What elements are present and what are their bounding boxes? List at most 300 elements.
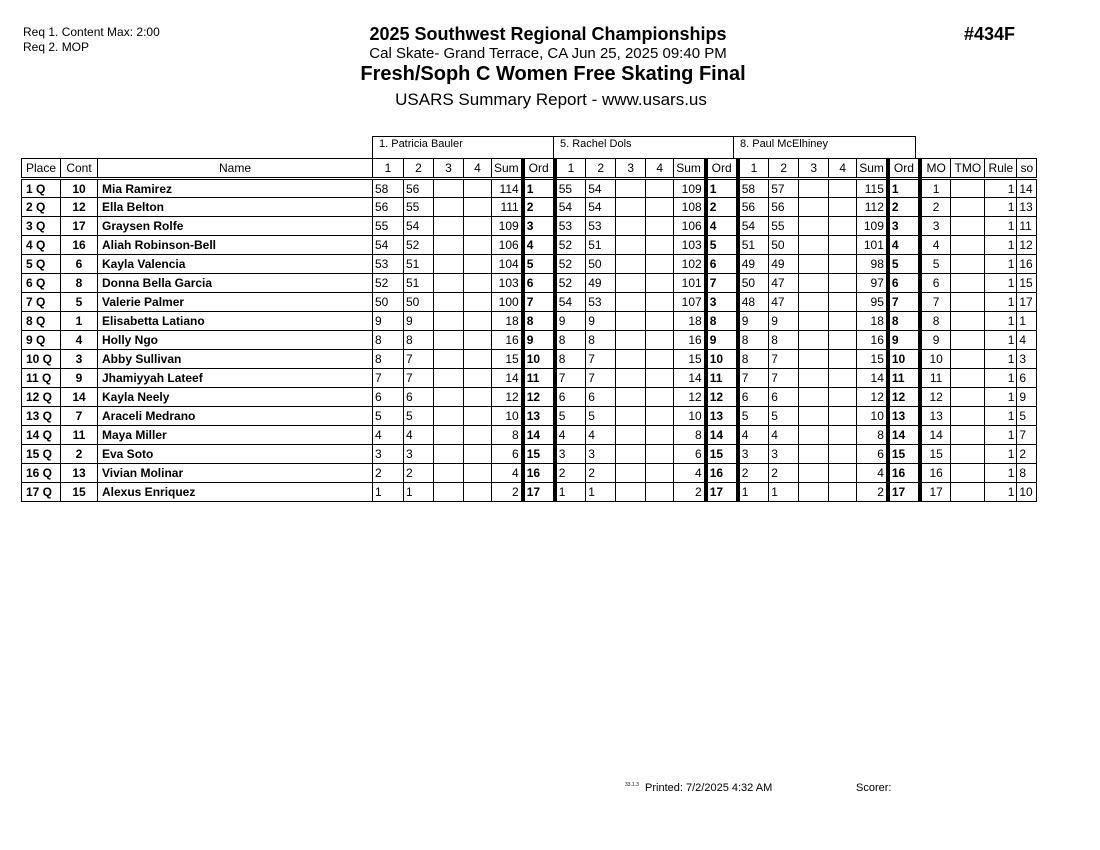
ordinal-cell: 11	[523, 369, 555, 388]
contestant-number: 12	[61, 198, 98, 217]
score-cell	[464, 293, 492, 312]
score-cell: 7	[586, 369, 616, 388]
score-cell: 2	[769, 464, 799, 483]
mo-cell: 8	[920, 312, 951, 331]
sum-cell: 18	[857, 312, 888, 331]
sum-cell: 98	[857, 255, 888, 274]
contestant-number: 16	[61, 236, 98, 255]
sum-cell: 14	[857, 369, 888, 388]
score-cell: 54	[586, 179, 616, 198]
score-cell: 53	[586, 217, 616, 236]
score-cell	[799, 312, 829, 331]
score-cell: 5	[555, 407, 586, 426]
so-cell: 1	[1017, 312, 1037, 331]
so-cell: 16	[1017, 255, 1037, 274]
skater-name: Alexus Enriquez	[98, 483, 373, 502]
sum-cell: 108	[674, 198, 706, 217]
contestant-number: 3	[61, 350, 98, 369]
venue-datetime: Cal Skate- Grand Terrace, CA Jun 25, 2025 09:40 PM	[369, 45, 727, 62]
col-judge2-2: 2	[586, 159, 616, 179]
skater-name: Donna Bella Garcia	[98, 274, 373, 293]
ordinal-cell: 2	[523, 198, 555, 217]
rule-cell: 1	[985, 483, 1017, 502]
score-cell	[434, 350, 464, 369]
requirement-1: Req 1. Content Max: 2:00	[23, 25, 160, 39]
so-cell: 12	[1017, 236, 1037, 255]
score-cell	[829, 369, 857, 388]
sum-cell: 106	[674, 217, 706, 236]
place-cell: 8 Q	[22, 312, 61, 331]
score-cell: 8	[586, 331, 616, 350]
contestant-number: 7	[61, 407, 98, 426]
tmo-cell	[951, 426, 985, 445]
score-cell	[464, 426, 492, 445]
contestant-number: 6	[61, 255, 98, 274]
ordinal-cell: 15	[888, 445, 920, 464]
sum-cell: 16	[857, 331, 888, 350]
score-cell	[464, 255, 492, 274]
place-cell: 14 Q	[22, 426, 61, 445]
tmo-cell	[951, 331, 985, 350]
sum-cell: 12	[674, 388, 706, 407]
skater-name: Abby Sullivan	[98, 350, 373, 369]
sum-cell: 109	[492, 217, 523, 236]
score-cell: 9	[738, 312, 769, 331]
ordinal-cell: 5	[706, 236, 738, 255]
table-row	[22, 255, 1037, 274]
score-cell: 54	[586, 198, 616, 217]
ordinal-cell: 8	[888, 312, 920, 331]
score-cell: 9	[404, 312, 434, 331]
sum-cell: 18	[492, 312, 523, 331]
score-cell	[646, 464, 674, 483]
table-row	[22, 407, 1037, 426]
ordinal-cell: 1	[888, 179, 920, 198]
score-cell	[616, 350, 646, 369]
score-cell	[616, 483, 646, 502]
place-cell: 13 Q	[22, 407, 61, 426]
score-cell: 1	[769, 483, 799, 502]
tmo-cell	[951, 217, 985, 236]
tmo-cell	[951, 350, 985, 369]
score-cell	[434, 483, 464, 502]
score-cell	[464, 388, 492, 407]
score-cell	[799, 255, 829, 274]
col-name: Name	[98, 159, 373, 179]
so-cell: 2	[1017, 445, 1037, 464]
score-cell	[799, 198, 829, 217]
sum-cell: 8	[492, 426, 523, 445]
mo-cell: 17	[920, 483, 951, 502]
place-cell: 2 Q	[22, 198, 61, 217]
score-cell: 53	[586, 293, 616, 312]
score-cell: 3	[555, 445, 586, 464]
sum-cell: 100	[492, 293, 523, 312]
score-cell	[646, 369, 674, 388]
ordinal-cell: 2	[888, 198, 920, 217]
score-cell: 4	[404, 426, 434, 445]
tmo-cell	[951, 407, 985, 426]
contestant-number: 15	[61, 483, 98, 502]
score-cell	[616, 255, 646, 274]
score-cell	[799, 236, 829, 255]
tmo-cell	[951, 312, 985, 331]
score-cell	[829, 217, 857, 236]
sum-cell: 8	[857, 426, 888, 445]
score-cell: 8	[738, 331, 769, 350]
score-cell: 51	[586, 236, 616, 255]
score-cell	[616, 445, 646, 464]
tmo-cell	[951, 293, 985, 312]
sum-cell: 10	[492, 407, 523, 426]
contestant-number: 5	[61, 293, 98, 312]
score-cell	[434, 331, 464, 350]
col-mo: MO	[920, 159, 951, 179]
tmo-cell	[951, 236, 985, 255]
place-cell: 11 Q	[22, 369, 61, 388]
score-cell	[616, 426, 646, 445]
score-cell	[464, 407, 492, 426]
ordinal-cell: 14	[706, 426, 738, 445]
mo-cell: 7	[920, 293, 951, 312]
score-cell	[829, 426, 857, 445]
place-cell: 3 Q	[22, 217, 61, 236]
ordinal-cell: 16	[706, 464, 738, 483]
skater-name: Valerie Palmer	[98, 293, 373, 312]
ordinal-cell: 9	[706, 331, 738, 350]
table-row	[22, 236, 1037, 255]
sum-cell: 18	[674, 312, 706, 331]
score-cell	[829, 331, 857, 350]
score-cell	[799, 350, 829, 369]
sum-cell: 114	[492, 179, 523, 198]
contestant-number: 10	[61, 179, 98, 198]
score-cell: 1	[404, 483, 434, 502]
score-cell: 52	[555, 255, 586, 274]
skater-name: Mia Ramirez	[98, 179, 373, 198]
score-cell	[829, 179, 857, 198]
sum-cell: 16	[674, 331, 706, 350]
sum-cell: 10	[674, 407, 706, 426]
place-cell: 15 Q	[22, 445, 61, 464]
col-judge2-4: 4	[646, 159, 674, 179]
score-cell: 55	[373, 217, 404, 236]
rule-cell: 1	[985, 331, 1017, 350]
score-cell: 55	[555, 179, 586, 198]
score-cell	[464, 274, 492, 293]
sum-cell: 15	[857, 350, 888, 369]
score-cell: 4	[769, 426, 799, 445]
score-cell	[829, 445, 857, 464]
rule-cell: 1	[985, 426, 1017, 445]
score-cell: 6	[373, 388, 404, 407]
score-cell: 8	[738, 350, 769, 369]
score-cell: 7	[586, 350, 616, 369]
so-cell: 4	[1017, 331, 1037, 350]
sum-cell: 6	[492, 445, 523, 464]
sum-cell: 12	[492, 388, 523, 407]
score-cell	[434, 464, 464, 483]
ordinal-cell: 6	[888, 274, 920, 293]
skater-name: Eva Soto	[98, 445, 373, 464]
score-cell: 5	[586, 407, 616, 426]
place-cell: 1 Q	[22, 179, 61, 198]
score-cell: 8	[555, 331, 586, 350]
contestant-number: 1	[61, 312, 98, 331]
so-cell: 8	[1017, 464, 1037, 483]
contestant-number: 17	[61, 217, 98, 236]
sum-cell: 109	[674, 179, 706, 198]
ordinal-cell: 2	[706, 198, 738, 217]
judge-header-1: 1. Patricia Bauler	[372, 136, 554, 158]
mo-cell: 4	[920, 236, 951, 255]
ordinal-cell: 3	[523, 217, 555, 236]
ordinal-cell: 12	[888, 388, 920, 407]
rule-cell: 1	[985, 464, 1017, 483]
skater-name: Aliah Robinson-Bell	[98, 236, 373, 255]
sum-cell: 102	[674, 255, 706, 274]
footer-printed	[625, 782, 772, 794]
ordinal-cell: 12	[706, 388, 738, 407]
score-cell: 9	[769, 312, 799, 331]
score-cell	[646, 445, 674, 464]
score-cell: 53	[373, 255, 404, 274]
mo-cell: 2	[920, 198, 951, 217]
rule-cell: 1	[985, 350, 1017, 369]
so-cell: 10	[1017, 483, 1037, 502]
score-cell: 56	[373, 198, 404, 217]
table-row	[22, 293, 1037, 312]
ordinal-cell: 13	[888, 407, 920, 426]
score-cell: 5	[738, 407, 769, 426]
score-cell	[829, 312, 857, 331]
score-cell	[646, 274, 674, 293]
sum-cell: 15	[492, 350, 523, 369]
score-cell	[616, 312, 646, 331]
sum-cell: 2	[674, 483, 706, 502]
score-cell: 7	[373, 369, 404, 388]
ordinal-cell: 8	[523, 312, 555, 331]
header-row	[22, 159, 1037, 179]
results-body	[22, 179, 1037, 502]
judge-header-2: 5. Rachel Dols	[553, 136, 734, 158]
score-cell	[829, 198, 857, 217]
ordinal-cell: 15	[523, 445, 555, 464]
rule-cell: 1	[985, 217, 1017, 236]
contestant-number: 2	[61, 445, 98, 464]
contestant-number: 11	[61, 426, 98, 445]
col-cont: Cont	[61, 159, 98, 179]
score-cell: 58	[738, 179, 769, 198]
score-cell: 3	[738, 445, 769, 464]
tmo-cell	[951, 274, 985, 293]
score-cell: 2	[404, 464, 434, 483]
ordinal-cell: 6	[706, 255, 738, 274]
score-cell	[616, 198, 646, 217]
score-cell: 56	[769, 198, 799, 217]
ordinal-cell: 11	[888, 369, 920, 388]
rule-cell: 1	[985, 369, 1017, 388]
score-cell	[829, 293, 857, 312]
score-cell	[829, 483, 857, 502]
so-cell: 9	[1017, 388, 1037, 407]
place-cell: 6 Q	[22, 274, 61, 293]
score-cell: 57	[769, 179, 799, 198]
so-cell: 3	[1017, 350, 1037, 369]
skater-name: Vivian Molinar	[98, 464, 373, 483]
score-cell: 3	[373, 445, 404, 464]
score-cell	[464, 217, 492, 236]
score-cell	[434, 274, 464, 293]
sum-cell: 109	[857, 217, 888, 236]
score-cell	[646, 426, 674, 445]
sum-cell: 115	[857, 179, 888, 198]
score-cell	[464, 236, 492, 255]
ordinal-cell: 17	[706, 483, 738, 502]
so-cell: 15	[1017, 274, 1037, 293]
sum-cell: 95	[857, 293, 888, 312]
ordinal-cell: 10	[706, 350, 738, 369]
score-cell	[434, 312, 464, 331]
sum-cell: 6	[857, 445, 888, 464]
score-cell: 52	[555, 274, 586, 293]
score-cell: 8	[555, 350, 586, 369]
sum-cell: 10	[857, 407, 888, 426]
score-cell: 53	[555, 217, 586, 236]
score-cell: 50	[738, 274, 769, 293]
sum-cell: 4	[492, 464, 523, 483]
table-row	[22, 464, 1037, 483]
rule-cell: 1	[985, 274, 1017, 293]
ordinal-cell: 13	[523, 407, 555, 426]
table-row	[22, 217, 1037, 236]
ordinal-cell: 4	[706, 217, 738, 236]
score-cell: 56	[738, 198, 769, 217]
score-cell	[464, 331, 492, 350]
score-cell	[464, 369, 492, 388]
score-cell: 2	[373, 464, 404, 483]
col-tmo: TMO	[951, 159, 985, 179]
score-cell: 51	[404, 274, 434, 293]
score-cell	[616, 236, 646, 255]
ordinal-cell: 17	[888, 483, 920, 502]
score-cell	[434, 255, 464, 274]
col-judge1-3: 3	[434, 159, 464, 179]
ordinal-cell: 14	[523, 426, 555, 445]
championship-title: 2025 Southwest Regional Championships	[369, 24, 727, 44]
mo-cell: 14	[920, 426, 951, 445]
score-cell: 7	[769, 369, 799, 388]
score-cell	[799, 407, 829, 426]
so-cell: 14	[1017, 179, 1037, 198]
score-cell	[434, 236, 464, 255]
ordinal-cell: 8	[706, 312, 738, 331]
score-cell: 8	[373, 350, 404, 369]
score-cell: 5	[373, 407, 404, 426]
mo-cell: 16	[920, 464, 951, 483]
score-cell	[646, 198, 674, 217]
sum-cell: 16	[492, 331, 523, 350]
sum-cell: 14	[674, 369, 706, 388]
score-cell	[434, 445, 464, 464]
col-place: Place	[22, 159, 61, 179]
sum-cell: 104	[492, 255, 523, 274]
ordinal-cell: 7	[523, 293, 555, 312]
tmo-cell	[951, 369, 985, 388]
score-cell: 3	[586, 445, 616, 464]
score-cell	[646, 293, 674, 312]
tmo-cell	[951, 255, 985, 274]
sum-cell: 12	[857, 388, 888, 407]
ordinal-cell: 10	[888, 350, 920, 369]
tmo-cell	[951, 483, 985, 502]
col-judge3-1: 1	[738, 159, 769, 179]
table-row	[22, 331, 1037, 350]
skater-name: Maya Miller	[98, 426, 373, 445]
score-cell: 8	[404, 331, 434, 350]
score-cell: 51	[738, 236, 769, 255]
event-title: Fresh/Soph C Women Free Skating Final	[360, 63, 746, 85]
score-cell: 49	[769, 255, 799, 274]
ordinal-cell: 10	[523, 350, 555, 369]
score-cell	[646, 331, 674, 350]
score-cell: 7	[769, 350, 799, 369]
score-cell: 49	[586, 274, 616, 293]
rule-cell: 1	[985, 445, 1017, 464]
ordinal-cell: 14	[888, 426, 920, 445]
table-row	[22, 388, 1037, 407]
col-judge3-3: 3	[799, 159, 829, 179]
table-row	[22, 350, 1037, 369]
printed-timestamp: Printed: 7/2/2025 4:32 AM	[645, 782, 773, 794]
sum-cell: 8	[674, 426, 706, 445]
sum-cell: 97	[857, 274, 888, 293]
score-cell	[616, 464, 646, 483]
score-cell: 1	[586, 483, 616, 502]
score-cell: 2	[738, 464, 769, 483]
so-cell: 17	[1017, 293, 1037, 312]
ordinal-cell: 16	[523, 464, 555, 483]
so-cell: 5	[1017, 407, 1037, 426]
score-cell	[616, 388, 646, 407]
col-judge2-sum: Sum	[674, 159, 706, 179]
skater-name: Kayla Neely	[98, 388, 373, 407]
table-row	[22, 179, 1037, 198]
score-cell	[646, 217, 674, 236]
tmo-cell	[951, 198, 985, 217]
score-cell: 9	[586, 312, 616, 331]
score-cell	[646, 407, 674, 426]
place-cell: 5 Q	[22, 255, 61, 274]
score-cell	[829, 407, 857, 426]
mo-cell: 1	[920, 179, 951, 198]
score-cell: 3	[404, 445, 434, 464]
sum-cell: 101	[674, 274, 706, 293]
mo-cell: 11	[920, 369, 951, 388]
place-cell: 9 Q	[22, 331, 61, 350]
score-cell	[799, 483, 829, 502]
report-title: USARS Summary Report - www.usars.us	[395, 90, 707, 109]
table-row	[22, 198, 1037, 217]
tmo-cell	[951, 179, 985, 198]
rule-cell: 1	[985, 293, 1017, 312]
score-cell	[799, 179, 829, 198]
score-cell	[434, 293, 464, 312]
score-cell: 54	[555, 293, 586, 312]
score-cell: 2	[586, 464, 616, 483]
score-cell	[646, 255, 674, 274]
rule-cell: 1	[985, 198, 1017, 217]
